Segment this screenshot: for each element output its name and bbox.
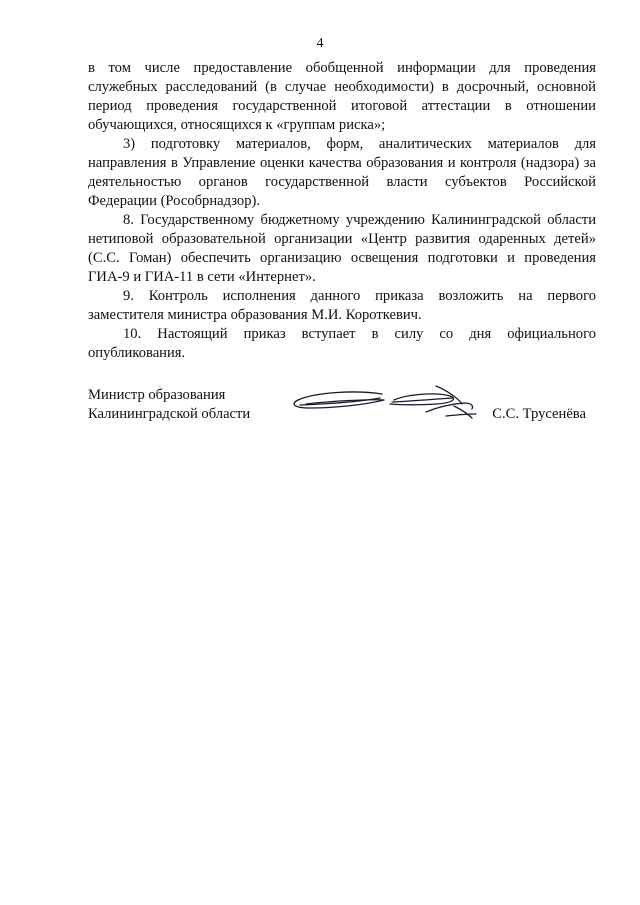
- paragraph-item-9: 9. Контроль исполнения данного приказа возложить на первого заместителя министра образования М.И. Короткевич.: [88, 288, 596, 323]
- signer-position-line-1: Министр образования: [88, 387, 226, 403]
- paragraph-item-10: 10. Настоящий приказ вступает в силу со дня официального опубликования.: [88, 326, 596, 361]
- signature-block: [88, 386, 598, 431]
- paragraph-item-8: 8. Государственному бюджетному учреждению Калининградской области нетиповой образовательной организации «Центр развития одаренных детей» (С.С. Гоман) обеспечить организацию освещения подготовки и проведения ГИА-9 и ГИА-11 в сети «Интернет».: [88, 212, 596, 285]
- paragraph-item-3: 3) подготовку материалов, форм, аналитических материалов для направления в Управление оценки качества образования и контроля (надзора) за деятельностью органов государственной власти субъектов Российской Федерации (Рособрнадзор).: [88, 136, 596, 209]
- signer-position: [88, 386, 288, 424]
- page-number: 4: [316, 36, 324, 51]
- signer-position-line-2: Калининградской области: [88, 406, 251, 422]
- signer-name: С.С. Трусенёва: [492, 406, 586, 422]
- handwritten-signature-icon: [286, 380, 482, 424]
- document-body: [88, 59, 596, 363]
- paragraph-continuation: в том числе предоставление обобщенной информации для проведения служебных расследований (в случае необходимости) в досрочный, основной период проведения государственной итоговой аттестации в отношении обучающихся, относящихся к «группам риска»;: [88, 60, 596, 133]
